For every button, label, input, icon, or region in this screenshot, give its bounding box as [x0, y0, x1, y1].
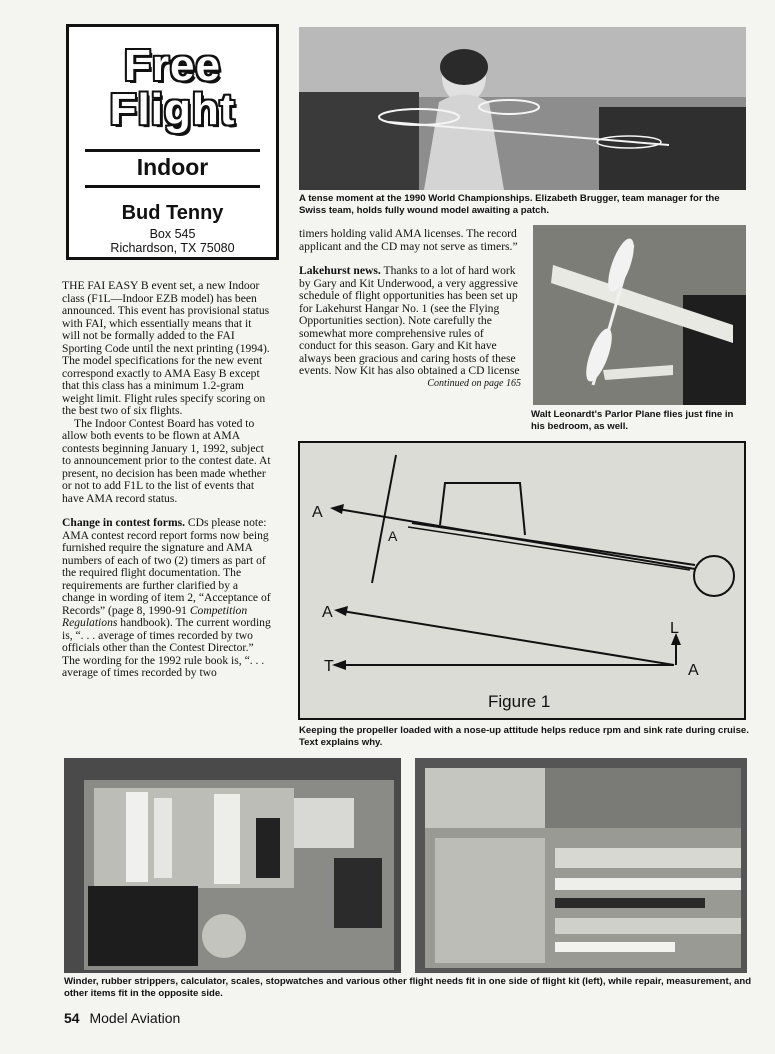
caption-world-championships: A tense moment at the 1990 World Championships. Elizabeth Brugger, team manager for the Swiss team, holds fully wound model awaiting a patch. [299, 193, 720, 216]
caption-parlor-plane: Walt Leonardt's Parlor Plane flies just fine in his bedroom, as well. [531, 409, 734, 432]
figure-1-diagram [298, 441, 746, 720]
caption-flight-kits: Winder, rubber strippers, calculator, scales, stopwatches and various other flight needs fit in one side of flight kit (left), while repair, measurement, and other items fit in the opposite side. [64, 976, 752, 999]
label-a-mid: A [322, 604, 333, 621]
article-paragraph-contest-forms [62, 517, 272, 680]
column-header-box [66, 24, 279, 260]
photo-world-championships [299, 27, 746, 190]
photo-world-championships-image [299, 27, 746, 190]
lead-contest-forms: Change in contest forms. [62, 516, 186, 529]
continued-notice: Continued on page 165 [427, 377, 521, 389]
arrowhead-mid [334, 606, 348, 616]
article-paragraph-timers: timers holding valid AMA licenses. The record applicant and the CD may not serve as timers.” [299, 227, 518, 253]
label-a-origin: A [688, 662, 699, 679]
arrowhead-upper [330, 504, 344, 514]
label-l: L [670, 620, 679, 637]
left-column-text [62, 280, 272, 680]
page-number: 54 [64, 1010, 80, 1026]
article-paragraph-contest-board: The Indoor Contest Board has voted to allow both events to be flown at AMA contests beginning January 1, 1992, subject to announcement prior to the contest date. At present, no decision has been made whether or not to add F1L to the list of events that have AMA record status. [62, 416, 271, 505]
photo-flight-kit-right-image [415, 758, 747, 973]
fuselage-lower [408, 527, 690, 570]
contest-forms-text-b: handbook). The current wording is, “. . . average of times recorded by two officials other than the Contest Director.” The wording for the 1992 rule book is, “. . . average of times recorded by two [62, 616, 271, 679]
middle-column-text [299, 228, 521, 390]
header-rule-bottom [85, 185, 260, 188]
cabin-outline [440, 483, 525, 535]
label-a-cross: A [388, 528, 398, 544]
photo-flight-kit-left [64, 758, 401, 973]
column-title-free: Free [124, 41, 221, 90]
author-city: Richardson, TX 75080 [110, 241, 235, 255]
header-rule-top [85, 149, 260, 152]
caption-figure-1: Keeping the propeller loaded with a nose-up attitude helps reduce rpm and sink rate during cruise. Text explains why. [299, 725, 749, 748]
arrowhead-t [332, 660, 346, 670]
photo-parlor-plane [533, 225, 746, 405]
author-box: Box 545 [149, 227, 196, 241]
photo-flight-kit-left-image [64, 758, 401, 973]
propeller-disc [694, 556, 734, 596]
resultant-line [342, 611, 674, 665]
figure-1-drawing [300, 443, 744, 718]
contest-forms-text-a: CDs please note: AMA contest record report forms now being furnished require the signature and AMA numbers of each of two (2) timers as part of the required flight documentation. The requirements are further clarified by a change in wording of item 2, “Acceptance of Records” (page 8, 1990-91 [62, 516, 271, 617]
lakehurst-text: Thanks to a lot of hard work by Gary and Kit Underwood, a very aggressive schedule of flight opportunities has been set up for Lakehurst Hangar No. 1 (see the Flying Opportunities section). Note carefully the somewhat more comprehensive rules of conduct for this season. Gary and Kit have always been gracious and caring hosts of these events. Now Kit has also obtained a CD license [299, 264, 520, 377]
article-paragraph-lakehurst [299, 265, 521, 378]
column-title-flight: Flight [109, 85, 236, 134]
author-name: Bud Tenny [121, 202, 224, 224]
lead-lakehurst: Lakehurst news. [299, 264, 381, 277]
label-a-upper: A [312, 504, 323, 521]
page-folio [64, 1010, 180, 1026]
figure-label: Figure 1 [488, 692, 551, 711]
photo-flight-kit-right [415, 758, 747, 973]
competition-regulations-title: Competition Regulations [62, 603, 248, 629]
photo-parlor-plane-image [533, 225, 746, 405]
magazine-name: Model Aviation [89, 1010, 181, 1026]
label-t: T [324, 658, 334, 675]
column-subtitle: Indoor [136, 154, 209, 180]
article-paragraph-f1l: THE FAI EASY B event set, a new Indoor class (F1L—Indoor EZB model) has been announced. This event has provisional status with FAI, which essentially means that it will not be formally added to the FAI Sporting Code until the next printing (1994). The model specifications for the new event correspond exactly to AMA Easy B except that this class has a minimum 1.2-gram weight limit. Flight rules specify scoring on the best two of six flights. [62, 279, 270, 417]
